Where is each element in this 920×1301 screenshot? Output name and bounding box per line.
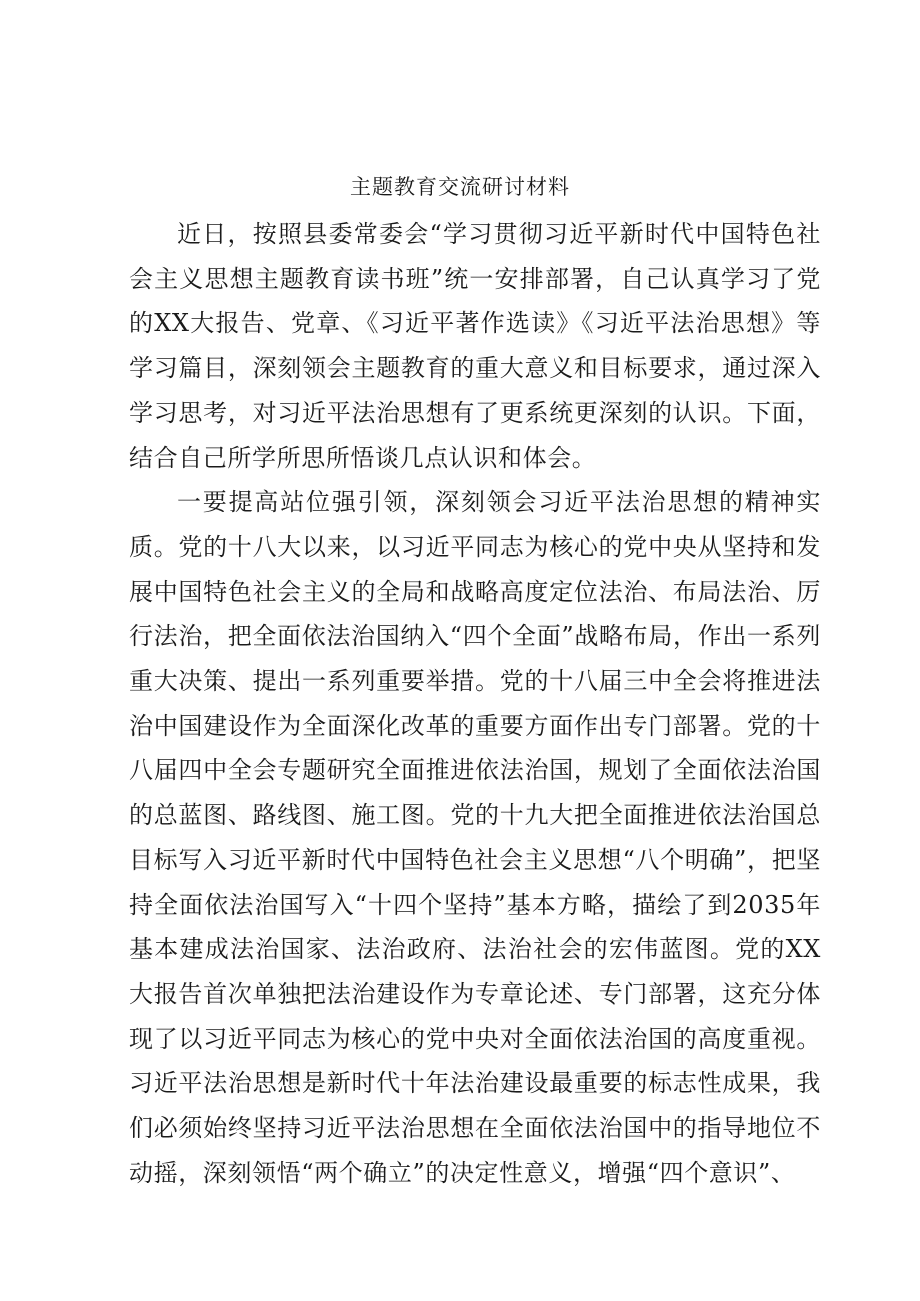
paragraph-intro: 近日，按照县委常委会“学习贯彻习近平新时代中国特色社会主义思想主题教育读书班”统一安排部署，自己认真学习了党的XX大报告、党章、《习近平著作选读》《习近平法治思想》等学习篇目，深刻领会主题教育的重大意义和目标要求，通过深入学习思考，对习近平法治思想有了更系统更深刻的认识。下面，结合自己所学所思所悟谈几点认识和体会。 xyxy=(129,220,821,472)
document-title: 主题教育交流研讨材料 xyxy=(350,175,570,199)
document-body xyxy=(129,212,821,1195)
paragraph-point-one: 一要提高站位强引领，深刻领会习近平法治思想的精神实质。党的十八大以来，以习近平同志为核心的党中央从坚持和发展中国特色社会主义的全局和战略高度定位法治、布局法治、厉行法治，把全面依法治国纳入“四个全面”战略布局，作出一系列重大决策、提出一系列重要举措。党的十八届三中全会将推进法治中国建设作为全面深化改革的重要方面作出专门部署。党的十八届四中全会专题研究全面推进依法治国，规划了全面依法治国的总蓝图、路线图、施工图。党的十九大把全面推进依法治国总目标写入习近平新时代中国特色社会主义思想“八个明确”，把坚持全面依法治国写入“十四个坚持”基本方略，描绘了到2035年基本建成法治国家、法治政府、法治社会的宏伟蓝图。党的XX大报告首次单独把法治建设作为专章论述、专门部署，这充分体现了以习近平同志为核心的党中央对全面依法治国的高度重视。习近平法治思想是新时代十年法治建设最重要的标志性成果，我们必须始终坚持习近平法治思想在全面依法治国中的指导地位不动摇，深刻领悟“两个确立”的决定性意义，增强“四个意识”、 xyxy=(129,488,821,1187)
